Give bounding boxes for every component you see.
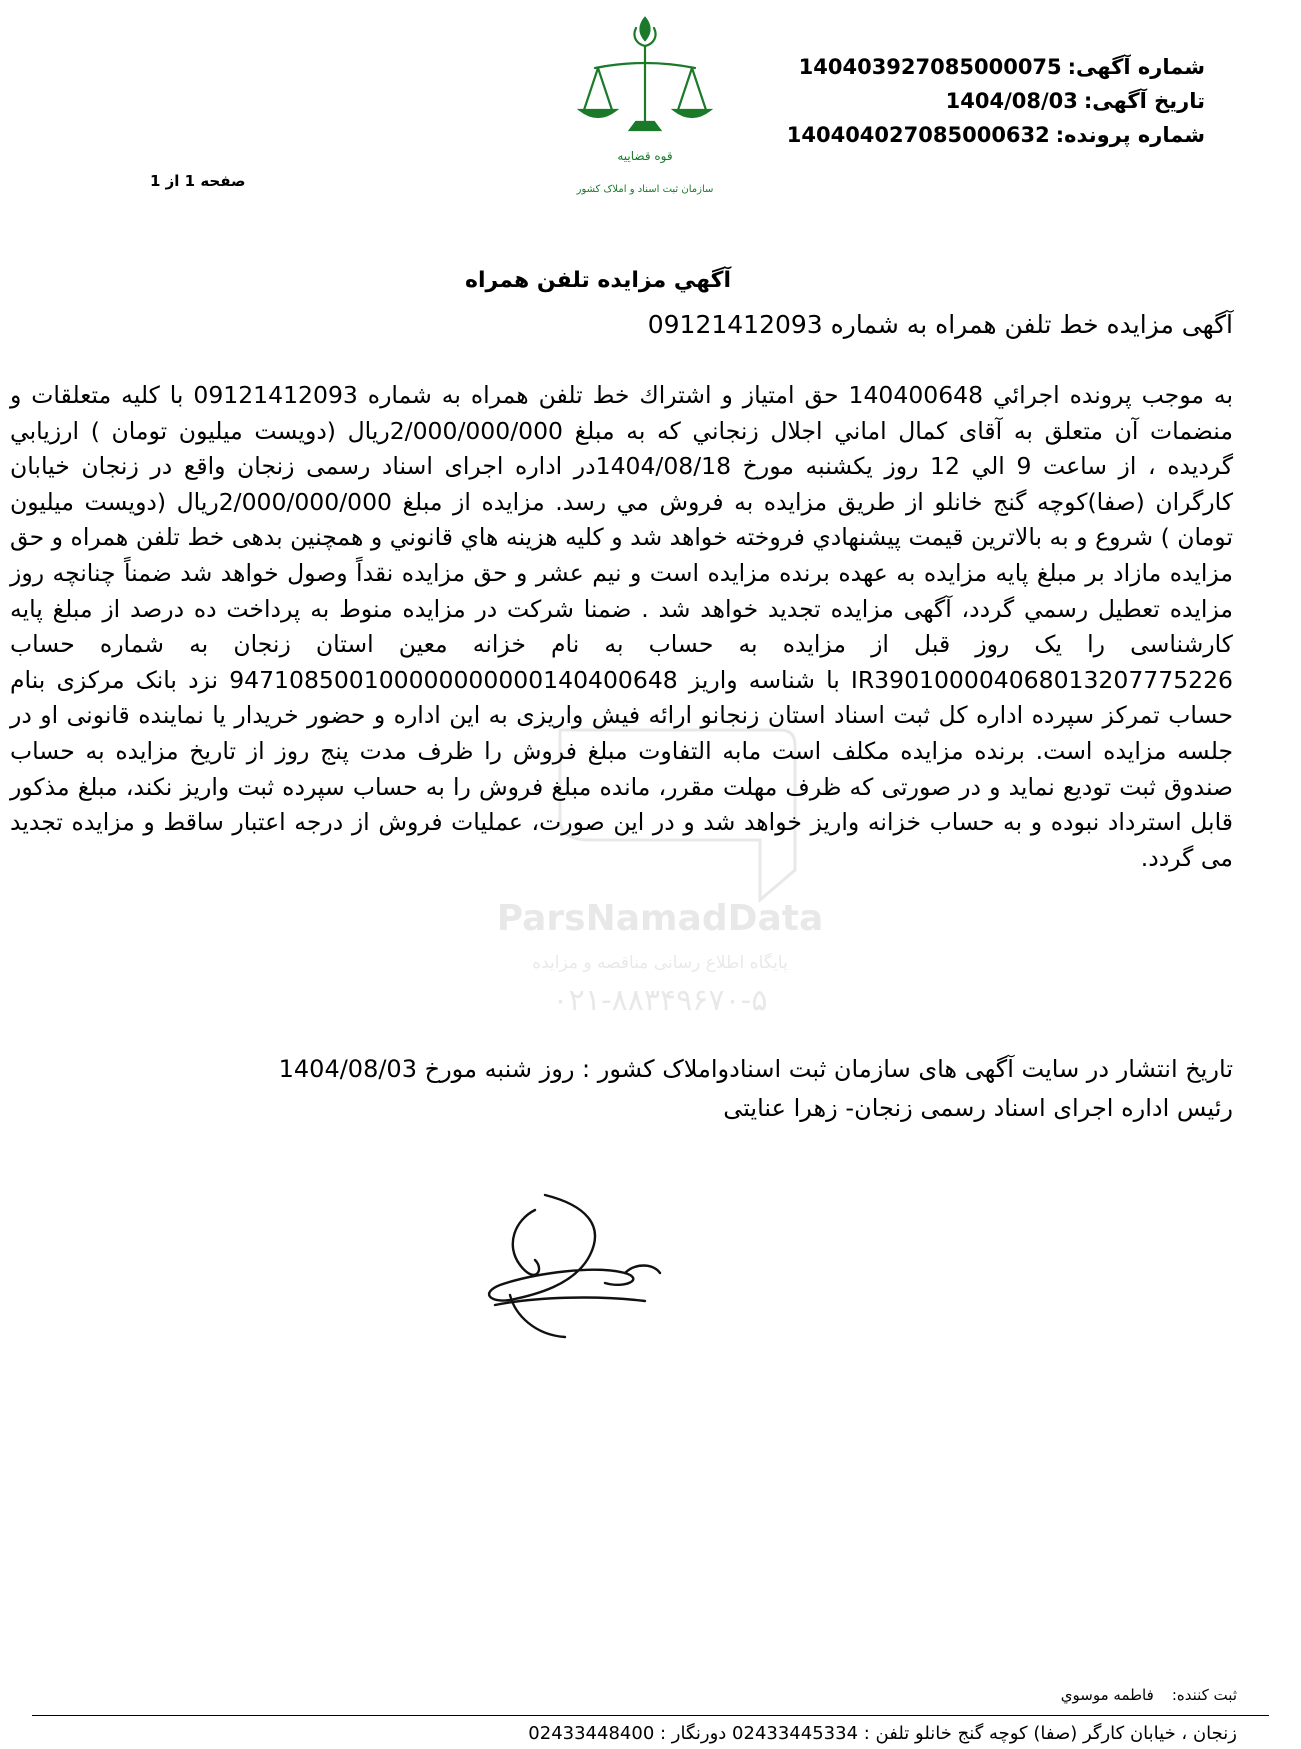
notice-subtitle: آگهی مزایده خط تلفن همراه به شماره 09121412093	[647, 310, 1233, 339]
registrar-info	[1061, 1686, 1237, 1704]
notice-number-row	[787, 50, 1205, 84]
notice-date-row	[787, 84, 1205, 118]
notice-body: به موجب پرونده اجرائي 140400648 حق امتياز و اشتراك خط تلفن همراه به شماره 09121412093 با کليه متعلقات و منضمات آن متعلق به آقای کمال اماني اجلال زنجاني که به مبلغ 2/000/000/000ريال (دويست ميليون تومان ) ارزيابي گرديده ، از ساعت 9 الي 12 روز يکشنبه مورخ 1404/08/18در اداره اجرای اسناد رسمی زنجان واقع در زنجان خیابان کارگران (صفا)کوچه گنج خانلو از طريق مزايده به فروش مي رسد. مزايده از مبلغ 2/000/000/000ريال (دويست ميليون تومان ) شروع و به بالاترين قيمت پيشنهادي فروخته خواهد شد و کليه هزينه هاي قانوني و همچنين بدهی خط تلفن همراه و حق مزايده مازاد بر مبلغ پايه مزايده به عهده برنده مزايده است و نيم عشر و حق مزايده نقداً وصول خواهد شد ضمناً چنانچه روز مزايده تعطيل رسمي گردد، آگهی مزايده تجديد خواهد شد . ضمنا شرکت در مزایده منوط به پرداخت ده درصد از مبلغ پایه کارشناسی را یک روز قبل از مزایده به حساب به نام خزانه معین استان زنجان به شماره حساب IR390100004068013207775226 با شناسه واریز 947108500100000000000140400648 نزد بانک مرکزی بنام حساب تمرکز سپرده اداره کل ثبت اسناد استان زنجانو ارائه فیش واریزی به این اداره و حضور خریدار یا نماینده قانونی او در جلسه مزایده است. برنده مزایده مکلف است مابه التفاوت مبلغ فروش را ظرف مدت پنج روز از تاریخ مزایده به حساب صندوق ثبت تودیع نماید و در صورتی که ظرف مهلت مقرر، مانده مبلغ فروش را به حساب سپرده ثبت واریز نکند، مبلغ مذکور قابل استرداد نبوده و به حساب خزانه واریز خواهد شد و در این صورت، عملیات فروش از درجه اعتبار ساقط و مزایده تجدید می گردد.	[10, 381, 1234, 872]
page-count: صفحه 1 از 1	[150, 172, 246, 190]
watermark-tagline: پایگاه اطلاع رسانی مناقصه و مزایده	[532, 953, 788, 973]
notice-number: 140403927085000075	[798, 55, 1062, 79]
notice-metadata	[787, 50, 1205, 152]
footer-address: زنجان ، خیابان کارگر (صفا) کوچه گنج خانلو تلفن : 02433445334 دورنگار : 02433448400	[528, 1723, 1237, 1744]
registrar-name: فاطمه موسوي	[1060, 1686, 1154, 1704]
file-number: 140404027085000632	[786, 123, 1050, 147]
file-number-row	[787, 118, 1205, 152]
notice-date-label: تاریخ آگهی:	[1083, 89, 1205, 113]
signatory-line: رئیس اداره اجرای اسناد رسمی زنجان- زهرا عنایتی	[723, 1094, 1233, 1122]
signature-icon	[475, 1185, 685, 1345]
publication-info	[279, 1050, 1233, 1128]
page-title: آگهي مزايده تلفن همراه	[465, 268, 731, 293]
publication-date-line: تاریخ انتشار در سایت آگهی های سازمان ثبت اسنادواملاک کشور : روز شنبه مورخ 1404/08/03	[278, 1055, 1233, 1083]
notice-number-label: شماره آگهی:	[1067, 55, 1205, 79]
emblem-org-line2: سازمان ثبت اسناد و املاک کشور	[576, 184, 714, 195]
footer-divider	[32, 1715, 1269, 1716]
watermark-phone: ۰۲۱-۸۸۳۴۹۶۷۰-۵	[552, 983, 768, 1018]
file-number-label: شماره پرونده:	[1055, 123, 1205, 147]
watermark-brand: ParsNamadData	[496, 898, 824, 939]
registrar-label: ثبت کننده:	[1171, 1686, 1237, 1704]
notice-date: 1404/08/03	[945, 89, 1078, 113]
judiciary-emblem-icon	[570, 10, 720, 215]
emblem-org-line1: قوه قضاییه	[617, 149, 673, 163]
